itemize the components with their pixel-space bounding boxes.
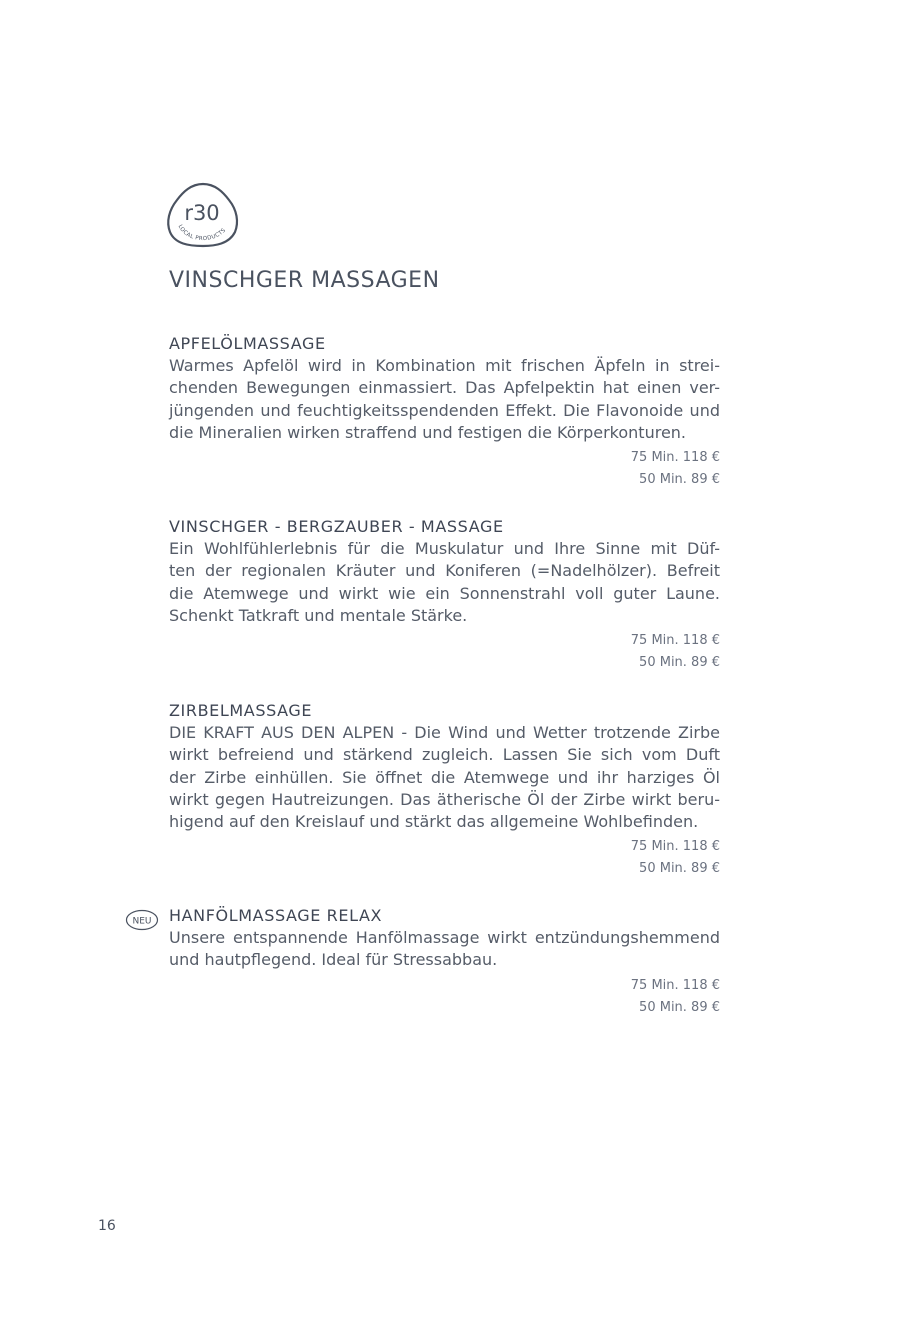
- price-list: [169, 447, 720, 491]
- neu-badge-text: NEU: [132, 916, 152, 927]
- price-75-min: 75 Min. 118 €: [630, 977, 720, 993]
- treatment-apfeloelmassage: [169, 333, 720, 491]
- neu-badge: [125, 909, 159, 931]
- price-50-min: 50 Min. 89 €: [639, 472, 720, 488]
- price-list: [169, 975, 720, 1019]
- logo-ring-text: LOCAL PRODUCTS: [176, 223, 228, 243]
- description-line: Unsere entspannende Hanfölmassage wirkt entzündungshemmend: [169, 928, 720, 947]
- description-line: Ein Wohlfühlerlebnis für die Muskulatur und Ihre Sinne mit Düf-: [169, 539, 720, 558]
- price-75-min: 75 Min. 118 €: [630, 633, 720, 649]
- price-50-min: 50 Min. 89 €: [639, 861, 720, 877]
- svg-text:LOCAL PRODUCTS: [177, 224, 228, 242]
- treatment-title: ZIRBELMASSAGE: [169, 701, 313, 720]
- section-title: VINSCHGER MASSAGEN: [169, 268, 440, 293]
- description-line: Schenkt Tatkraft und mentale Stärke.: [169, 605, 468, 625]
- logo-main-text: r30: [184, 201, 220, 225]
- description-line: der Zirbe einhüllen. Sie öffnet die Atemwege und ihr harziges Öl: [169, 767, 720, 787]
- description-line: wirkt gegen Hautreizungen. Das ätherische Öl der Zirbe wirkt beru-: [169, 789, 720, 809]
- treatment-hanfoelmassage-relax: [169, 905, 720, 1019]
- treatment-description: [169, 538, 720, 627]
- price-75-min: 75 Min. 118 €: [630, 450, 720, 466]
- description-line: chenden Bewegungen einmassiert. Das Apfelpektin hat einen ver-: [169, 378, 720, 398]
- description-line: Warmes Apfelöl wird in Kombination mit frischen Äpfeln in strei-: [169, 356, 720, 375]
- price-list: [169, 836, 720, 880]
- treatment-bergzauber-massage: [169, 516, 720, 674]
- treatment-title: VINSCHGER - BERGZAUBER - MASSAGE: [169, 517, 504, 536]
- price-75-min: 75 Min. 118 €: [630, 839, 720, 855]
- description-line: die Mineralien wirken straffend und festigen die Körperkonturen.: [169, 422, 687, 442]
- treatment-description: [169, 927, 720, 972]
- description-line: jüngenden und feuchtigkeitsspendenden Effekt. Die Flavonoide und: [169, 400, 720, 420]
- treatment-title: HANFÖLMASSAGE RELAX: [169, 906, 383, 925]
- treatment-title: APFELÖLMASSAGE: [169, 334, 326, 353]
- description-line: wirkt befreiend und stärkend zugleich. Lassen Sie sich vom Duft: [169, 745, 720, 765]
- price-list: [169, 630, 720, 674]
- description-line: higend auf den Kreislauf und stärkt das allgemeine Wohlbefinden.: [169, 812, 699, 832]
- description-line: die Atemwege und wirkt wie ein Sonnenstrahl voll guter Laune.: [169, 583, 720, 603]
- page-number: 16: [98, 1218, 116, 1234]
- treatment-description: [169, 722, 720, 833]
- description-line: und hautpflegend. Ideal für Stressabbau.: [169, 950, 498, 970]
- description-line: DIE KRAFT AUS DEN ALPEN - Die Wind und Wetter trotzende Zirbe: [169, 723, 720, 742]
- price-50-min: 50 Min. 89 €: [639, 655, 720, 671]
- treatment-zirbelmassage: [169, 700, 720, 880]
- treatment-description: [169, 355, 720, 444]
- description-line: ten der regionalen Kräuter und Koniferen (=Nadelhölzer). Befreit: [169, 561, 720, 581]
- price-50-min: 50 Min. 89 €: [639, 999, 720, 1015]
- r30-local-products-logo: [165, 182, 241, 248]
